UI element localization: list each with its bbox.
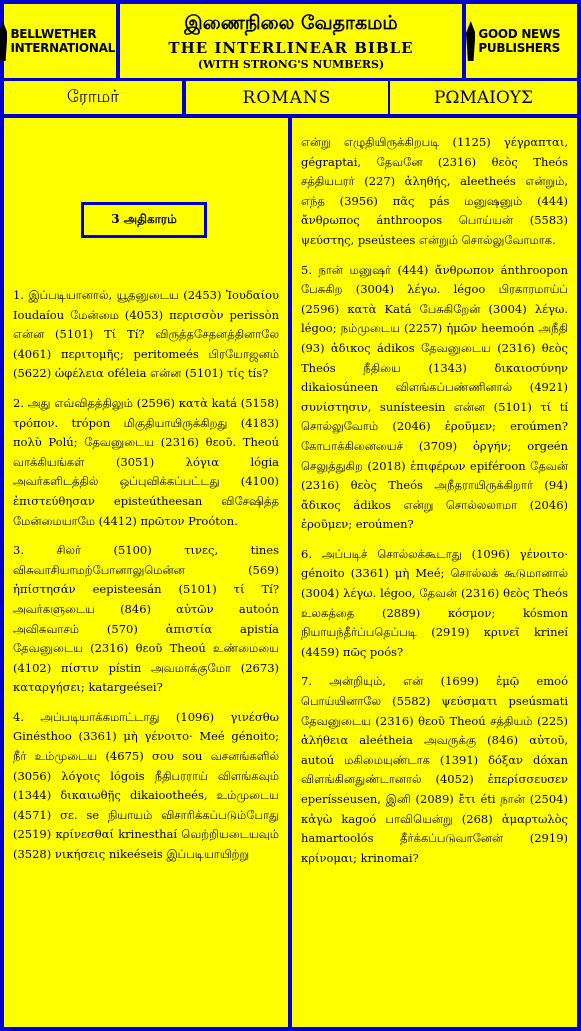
title-block (120, 4, 462, 78)
book-name-greek: ΡΩΜΑΙΟΥΣ (390, 81, 577, 114)
verse-1: 1. இப்படியானால், யூதனுடைய (2453) Ἰουδαίου Ioudaíou மேன்மை (4053) περισσὸν perissòn என்ன (5101) Τί Tí? விருத்தசேதனத்தினாலே (4061) περιτομῆς; peritomeés பிரயோஜனம் (5622) ὠφέλεια oféleia என்ன (5101) τίς tís? (13, 288, 279, 381)
bellwether-logo-icon (0, 21, 7, 61)
title-tamil: இணைநிலை வேதாகமம் (184, 12, 398, 34)
title-english: THE INTERLINEAR BIBLE (168, 39, 414, 57)
verse-7: 7. அன்றியும், என் (1699) ἐμῷ emoó பொய்யினாலே (5582) ψεύσματι pseúsmati தேவனுடைய (2316) θεοῦ Theoú சத்தியம் (225) ἀλήθεια aleétheia அவருக்கு (846) αὐτοῦ, autoú மகிமையுண்டாக (1391) δόξαν dóxan விளங்கினதுண்டானால் (4052) ἐπερίσσευσεν eperísseusen, இனி (2089) ἔτι éti நான் (2504) κἀγὼ kagoó பாவியென்று (268) ἁμαρτωλὸς hamartoolós தீர்க்கப்படுவானேன் (2919) κρίνομαι; krinomai? (301, 674, 568, 865)
verse-4-continued: என்று எழுதியிருக்கிறபடி (1125) γέγραπται, gégraptai, தேவனே (2316) θεὸς Theós சத்தியபரர் (227) ἀληθής, aleetheés என்றும், எந்த (3956) πᾶς pás மனுஷனும் (444) ἄνθρωπος ánthroopos பொய்யன் (5583) ψεύστης, pseústees என்றும் சொல்லுவோமாக. (301, 135, 568, 247)
chapter-label: 3 அதிகாரம் (81, 202, 207, 238)
left-column (4, 118, 288, 1027)
title-subtitle: (WITH STRONG'S NUMBERS) (197, 58, 385, 71)
book-name-english: ROMANS (186, 81, 388, 114)
good-news-logo-icon (466, 21, 475, 61)
right-logo-text: GOOD NEWS PUBLISHERS (478, 27, 561, 55)
left-logo (4, 4, 116, 78)
verse-2: 2. அது எவ்விதத்திலும் (2596) κατὰ katá (5158) τρόπον. trópon மிகுதியாயிருக்கிறது (4183) πολὺ Polú; தேவனுடைய (2316) θεοῦ. Theoú வாக்கியங்கள் (3051) λόγια lógia அவர்களிடத்தில் ஒப்புவிக்கப்பட்டது (4100) ἐπιστεύθησαν episteútheesan விசேஷித்த மேன்மையாமே (4412) πρῶτον Proóton. (13, 395, 279, 528)
verse-4: 4. அப்படியாக்கமாட்டாது (1096) γινέσθω Ginésthoo (3361) μὴ γένοιτο· Meé génoito; நீர் உம்முடைய (4675) σου sou வசனங்களில் (3056) λόγοις lógois நீதிபரராய் விளங்கவும் (1344) δικαιωθῇς dikaiootheés, உம்முடைய (4571) σε. se நியாயம் விசாரிக்கப்படும்போது (2519) κρίνεσθαί krinesthaí வெற்றியடையவும் (3528) νικήσεις nikeéseis இப்படியாயிற்று (13, 709, 279, 862)
right-logo (466, 4, 577, 78)
right-column (292, 118, 577, 1027)
left-logo-text: BELLWETHER INTERNATIONAL (10, 27, 115, 55)
verse-3: 3. சிலர் (5100) τινες, tines விசுவாசியாமற்போனாலுமென்ன (569) ἠπίστησάν eepisteesán (5101) τί Tí? அவர்களுடைய (846) αὐτῶν autoón அவிசுவாசம் (570) ἀπιστία apistía தேவனுடைய (2316) θεοῦ Theoú உண்மையை (4102) πίστιν pístin அவமாக்குமோ (2673) καταργήσει; katargeései? (13, 543, 279, 695)
verse-5: 5. நான் மனுஷர் (444) ἄνθρωπον ánthroopon பேசுகிற (3004) λέγω. légoo பிரகாரமாய்ப் (2596) κατὰ Katá பேசுகிறேன் (3004) λέγω. légoo; நம்முடைய (2257) ἡμῶν heemoón அநீதி (93) ἀδικος ádikos தேவனுடைய (2316) θεὸς Theós நீதியை (1343) δικαιοσύνην dikaiosúneen விளங்கப்பண்ணினால் (4921) συνίστησιν, sunísteesin என்ன (5101) τί tí சொல்லுவோம் (2046) ἐροῦμεν; eroúmen? கோபாக்கினையைச் (3709) ὀργήν; orgeén செலுத்துகிற (2018) ἐπιφέρων epiféroon தேவன் (2316) θεὸς Theós அநீதராயிருக்கிறார் (94) ἄδικος ádikos என்று சொல்லலாமா (2046) ἐροῦμεν; eroúmen? (301, 262, 568, 532)
book-name-tamil: ரோமர் (4, 81, 182, 114)
verse-6: 6. அப்படிச் சொல்லக்கூடாது (1096) γένοιτο· génoito (3361) μὴ Meé; சொல்லக் கூடுமானால் (3004) λέγω. légoo, தேவன் (2316) θεὸς Theós உலகத்தை (2889) κόσμον; kósmon நியாயந்தீர்ப்பதெப்படி (2919) κρινεῖ krineí (4459) πῶς poós? (301, 546, 568, 659)
